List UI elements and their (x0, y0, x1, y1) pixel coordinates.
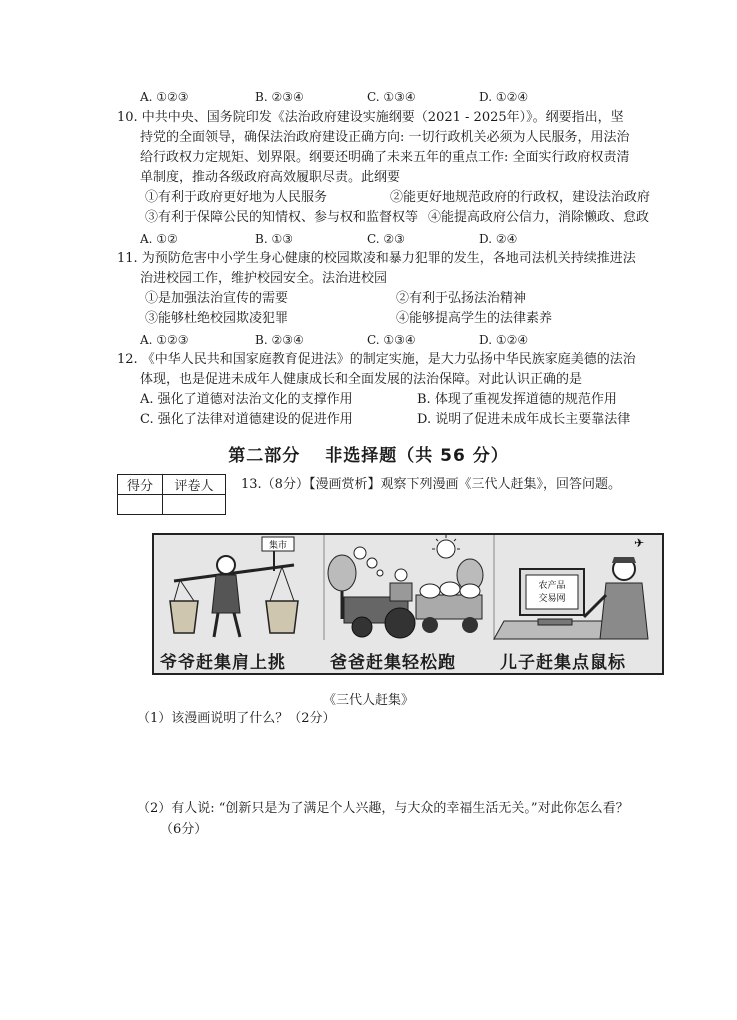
q10-stem-line: 给行政权力定规矩、划界限。纲要还明确了未来五年的重点工作: 全面实行政府权责清 (140, 150, 630, 165)
cartoon-caption: 《三代人赶集》 (322, 693, 414, 708)
section-title: 第二部分 非选择题（共 56 分） (228, 446, 509, 466)
score-table (117, 474, 226, 515)
q11-option-b: B. ②③④ (255, 333, 304, 347)
screen-text-line: 农产品 (538, 581, 566, 591)
q10-choice-2: ②能更好地规范政府的行政权，建设法治政府 (390, 190, 651, 205)
score-cell[interactable] (118, 495, 163, 515)
q11-choice-2: ②有利于弘扬法治精神 (396, 291, 527, 306)
grader-cell[interactable] (163, 495, 226, 515)
q10-stem-line: 持党的全面领导，确保法治政府建设正确方向: 一切行政机关必须为人民服务，用法治 (140, 130, 630, 145)
score-header: 得分 (118, 475, 163, 495)
q11-stem-line: 治进校园工作，维护校园安全。法治进校园 (140, 271, 388, 286)
q10-option-b: B. ①③ (255, 232, 293, 246)
q10-option-d: D. ②④ (479, 232, 518, 246)
q12-stem-line: 12. 《中华人民共和国家庭教育促进法》的制定实施，是大力弘扬中华民族家庭美德的法治 (117, 352, 636, 367)
q9-option-c: C. ①③④ (367, 90, 416, 104)
q10-stem-line: 10. 中共中央、国务院印发《法治政府建设实施纲要（2021 - 2025年）》。纲要指出，坚 (117, 110, 624, 125)
market-sign-text: 集市 (268, 541, 288, 551)
q11-choice-1: ①是加强法治宣传的需要 (145, 291, 289, 306)
q12-option-b: B. 体现了重视发挥道德的规范作用 (417, 392, 617, 407)
q11-choice-3: ③能够杜绝校园欺凌犯罪 (145, 311, 289, 326)
q12-option-c: C. 强化了法律对道德建设的促进作用 (140, 412, 353, 427)
panel-caption-father: 爸爸赶集轻松跑 (330, 653, 456, 673)
q11-option-c: C. ①③④ (367, 333, 416, 347)
q10-choice-1: ①有利于政府更好地为人民服务 (145, 190, 328, 205)
panel-caption-grandfather: 爷爷赶集肩上挑 (160, 653, 286, 673)
q13-sub2-line1: （2）有人说: “创新只是为了满足个人兴趣，与大众的幸福生活无关。”对此你怎么看？ (137, 801, 629, 816)
q11-option-a: A. ①②③ (140, 333, 189, 347)
father-tractor (328, 535, 483, 638)
q12-stem-line: 体现，也是促进未成年人健康成长和全面发展的法治保障。对此认识正确的是 (140, 372, 583, 387)
q10-choice-3: ③有利于保障公民的知情权、参与权和监督权等 (145, 210, 419, 225)
cartoon-three-generations (152, 533, 664, 675)
q13-sub2-line2: （6分） (160, 822, 208, 837)
screen-text-line: 交易网 (538, 594, 566, 604)
q10-choice-4: ④能提高政府公信力，消除懒政、怠政 (428, 210, 650, 225)
q12-option-d: D. 说明了促进未成年成长主要靠法律 (417, 412, 631, 427)
q10-option-a: A. ①② (140, 232, 178, 246)
q9-option-b: B. ②③④ (255, 90, 304, 104)
q9-option-a: A. ①②③ (140, 90, 189, 104)
q13-intro: 13.（8分）【漫画赏析】观察下列漫画《三代人赶集》，回答问题。 (241, 477, 621, 492)
q11-option-d: D. ①②④ (479, 333, 529, 347)
son-computer (494, 536, 648, 639)
q10-option-c: C. ②③ (367, 232, 405, 246)
q11-choice-4: ④能够提高学生的法律素养 (396, 311, 553, 326)
q10-stem-line: 单制度，推动各级政府高效履职尽责。此纲要 (140, 170, 401, 185)
svg-text:✈: ✈ (634, 536, 645, 550)
grader-header: 评卷人 (163, 475, 226, 495)
grandfather-figure (170, 556, 298, 637)
q12-option-a: A. 强化了道德对法治文化的支撑作用 (140, 392, 353, 407)
panel-caption-son: 儿子赶集点鼠标 (500, 653, 626, 673)
q13-sub1: （1）该漫画说明了什么？（2分） (137, 711, 336, 726)
q11-stem-line: 11. 为预防危害中小学生身心健康的校园欺凌和暴力犯罪的发生，各地司法机关持续推进法 (117, 251, 636, 266)
q9-option-d: D. ①②④ (479, 90, 529, 104)
